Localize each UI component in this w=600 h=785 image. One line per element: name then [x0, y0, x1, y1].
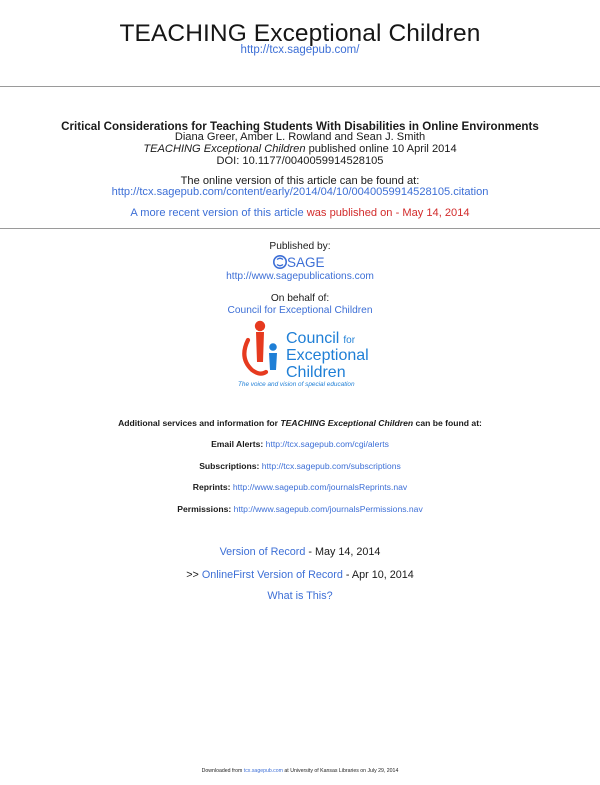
- recent-version-date: was published on - May 14, 2014: [303, 207, 470, 219]
- service-label: Reprints:: [192, 482, 231, 492]
- citation-url-link[interactable]: http://tcx.sagepub.com/content/early/2014/04/10/0040059914528105.citation: [111, 186, 489, 198]
- services-intro-text: Additional services and information for: [118, 418, 281, 428]
- published-by-label: Published by:: [269, 241, 331, 252]
- footer-prefix: Downloaded from: [201, 768, 244, 774]
- article-authors: Diana Greer, Amber L. Rowland and Sean J. Smith: [174, 131, 426, 143]
- on-behalf-label: On behalf of:: [270, 293, 330, 304]
- version-of-record-link[interactable]: Version of Record: [219, 546, 306, 558]
- cec-tagline: The voice and vision of special education: [238, 381, 355, 388]
- organization-link[interactable]: Council for Exceptional Children: [227, 305, 373, 316]
- services-journal-name: TEACHING Exceptional Children: [280, 418, 414, 428]
- service-reprints: [0, 482, 600, 492]
- service-link[interactable]: http://www.sagepub.com/journalsReprints.nav: [232, 482, 408, 492]
- what-is-this-row: [0, 590, 600, 602]
- middle-divider: [0, 228, 600, 229]
- cec-line-council: [286, 330, 356, 347]
- article-journal-name: TEACHING Exceptional Children: [143, 143, 306, 155]
- cec-line-children: Children: [286, 364, 346, 381]
- service-link[interactable]: http://www.sagepub.com/journalsPermissions.nav: [233, 504, 423, 514]
- version-of-record-date: - May 14, 2014: [305, 546, 381, 558]
- services-intro-suffix: can be found at:: [413, 418, 482, 428]
- onlinefirst-version-row: [0, 569, 600, 581]
- services-intro: [0, 418, 600, 428]
- what-is-this-link[interactable]: What is This?: [267, 590, 333, 602]
- cec-line-for: for: [343, 335, 356, 346]
- journal-url-link[interactable]: http://tcx.sagepub.com/: [240, 44, 360, 56]
- sage-logo-mark-icon: [274, 256, 286, 268]
- service-subscriptions: [0, 461, 600, 471]
- service-label: Subscriptions:: [199, 461, 260, 471]
- article-published-date: published online 10 April 2014: [305, 143, 457, 155]
- journal-url-link-row: [0, 44, 600, 56]
- onlinefirst-version-date: - Apr 10, 2014: [342, 569, 414, 581]
- service-email-alerts: [0, 439, 600, 449]
- service-label: Permissions:: [177, 504, 232, 514]
- cec-line-council-word: Council: [286, 330, 340, 347]
- download-footer: [0, 768, 600, 774]
- online-version-text: The online version of this article can be found at:: [180, 175, 420, 187]
- article-title: Critical Considerations for Teaching Students With Disabilities in Online Environments: [61, 120, 539, 133]
- cec-logo[interactable]: [236, 318, 376, 390]
- recent-version-link[interactable]: A more recent version of this article: [130, 207, 304, 219]
- recent-version-notice: [0, 207, 600, 219]
- footer-site-link[interactable]: tcx.sagepub.com: [243, 768, 283, 774]
- journal-title: TEACHING Exceptional Children: [119, 20, 481, 47]
- onlinefirst-version-link[interactable]: OnlineFirst Version of Record: [201, 569, 343, 581]
- sage-logo-text: SAGE: [287, 255, 325, 270]
- sage-logo[interactable]: [273, 253, 327, 271]
- publisher-url-row: [0, 271, 600, 282]
- top-divider: [0, 86, 600, 87]
- service-permissions: [0, 504, 600, 514]
- service-link[interactable]: http://tcx.sagepub.com/cgi/alerts: [265, 439, 389, 449]
- citation-url-row: [0, 186, 600, 198]
- cec-line-exceptional: Exceptional: [286, 347, 369, 364]
- publisher-url-link[interactable]: http://www.sagepublications.com: [226, 271, 374, 282]
- article-doi: DOI: 10.1177/0040059914528105: [216, 155, 384, 167]
- service-label: Email Alerts:: [211, 439, 264, 449]
- organization-link-row: [0, 305, 600, 316]
- current-version-marker: >>: [186, 569, 202, 581]
- footer-suffix: at University of Kansas Libraries on July 29, 2014: [282, 768, 399, 774]
- version-of-record-row: [0, 546, 600, 558]
- cec-figure-icon: [244, 321, 277, 374]
- service-link[interactable]: http://tcx.sagepub.com/subscriptions: [261, 461, 401, 471]
- article-publication-line: [0, 143, 600, 155]
